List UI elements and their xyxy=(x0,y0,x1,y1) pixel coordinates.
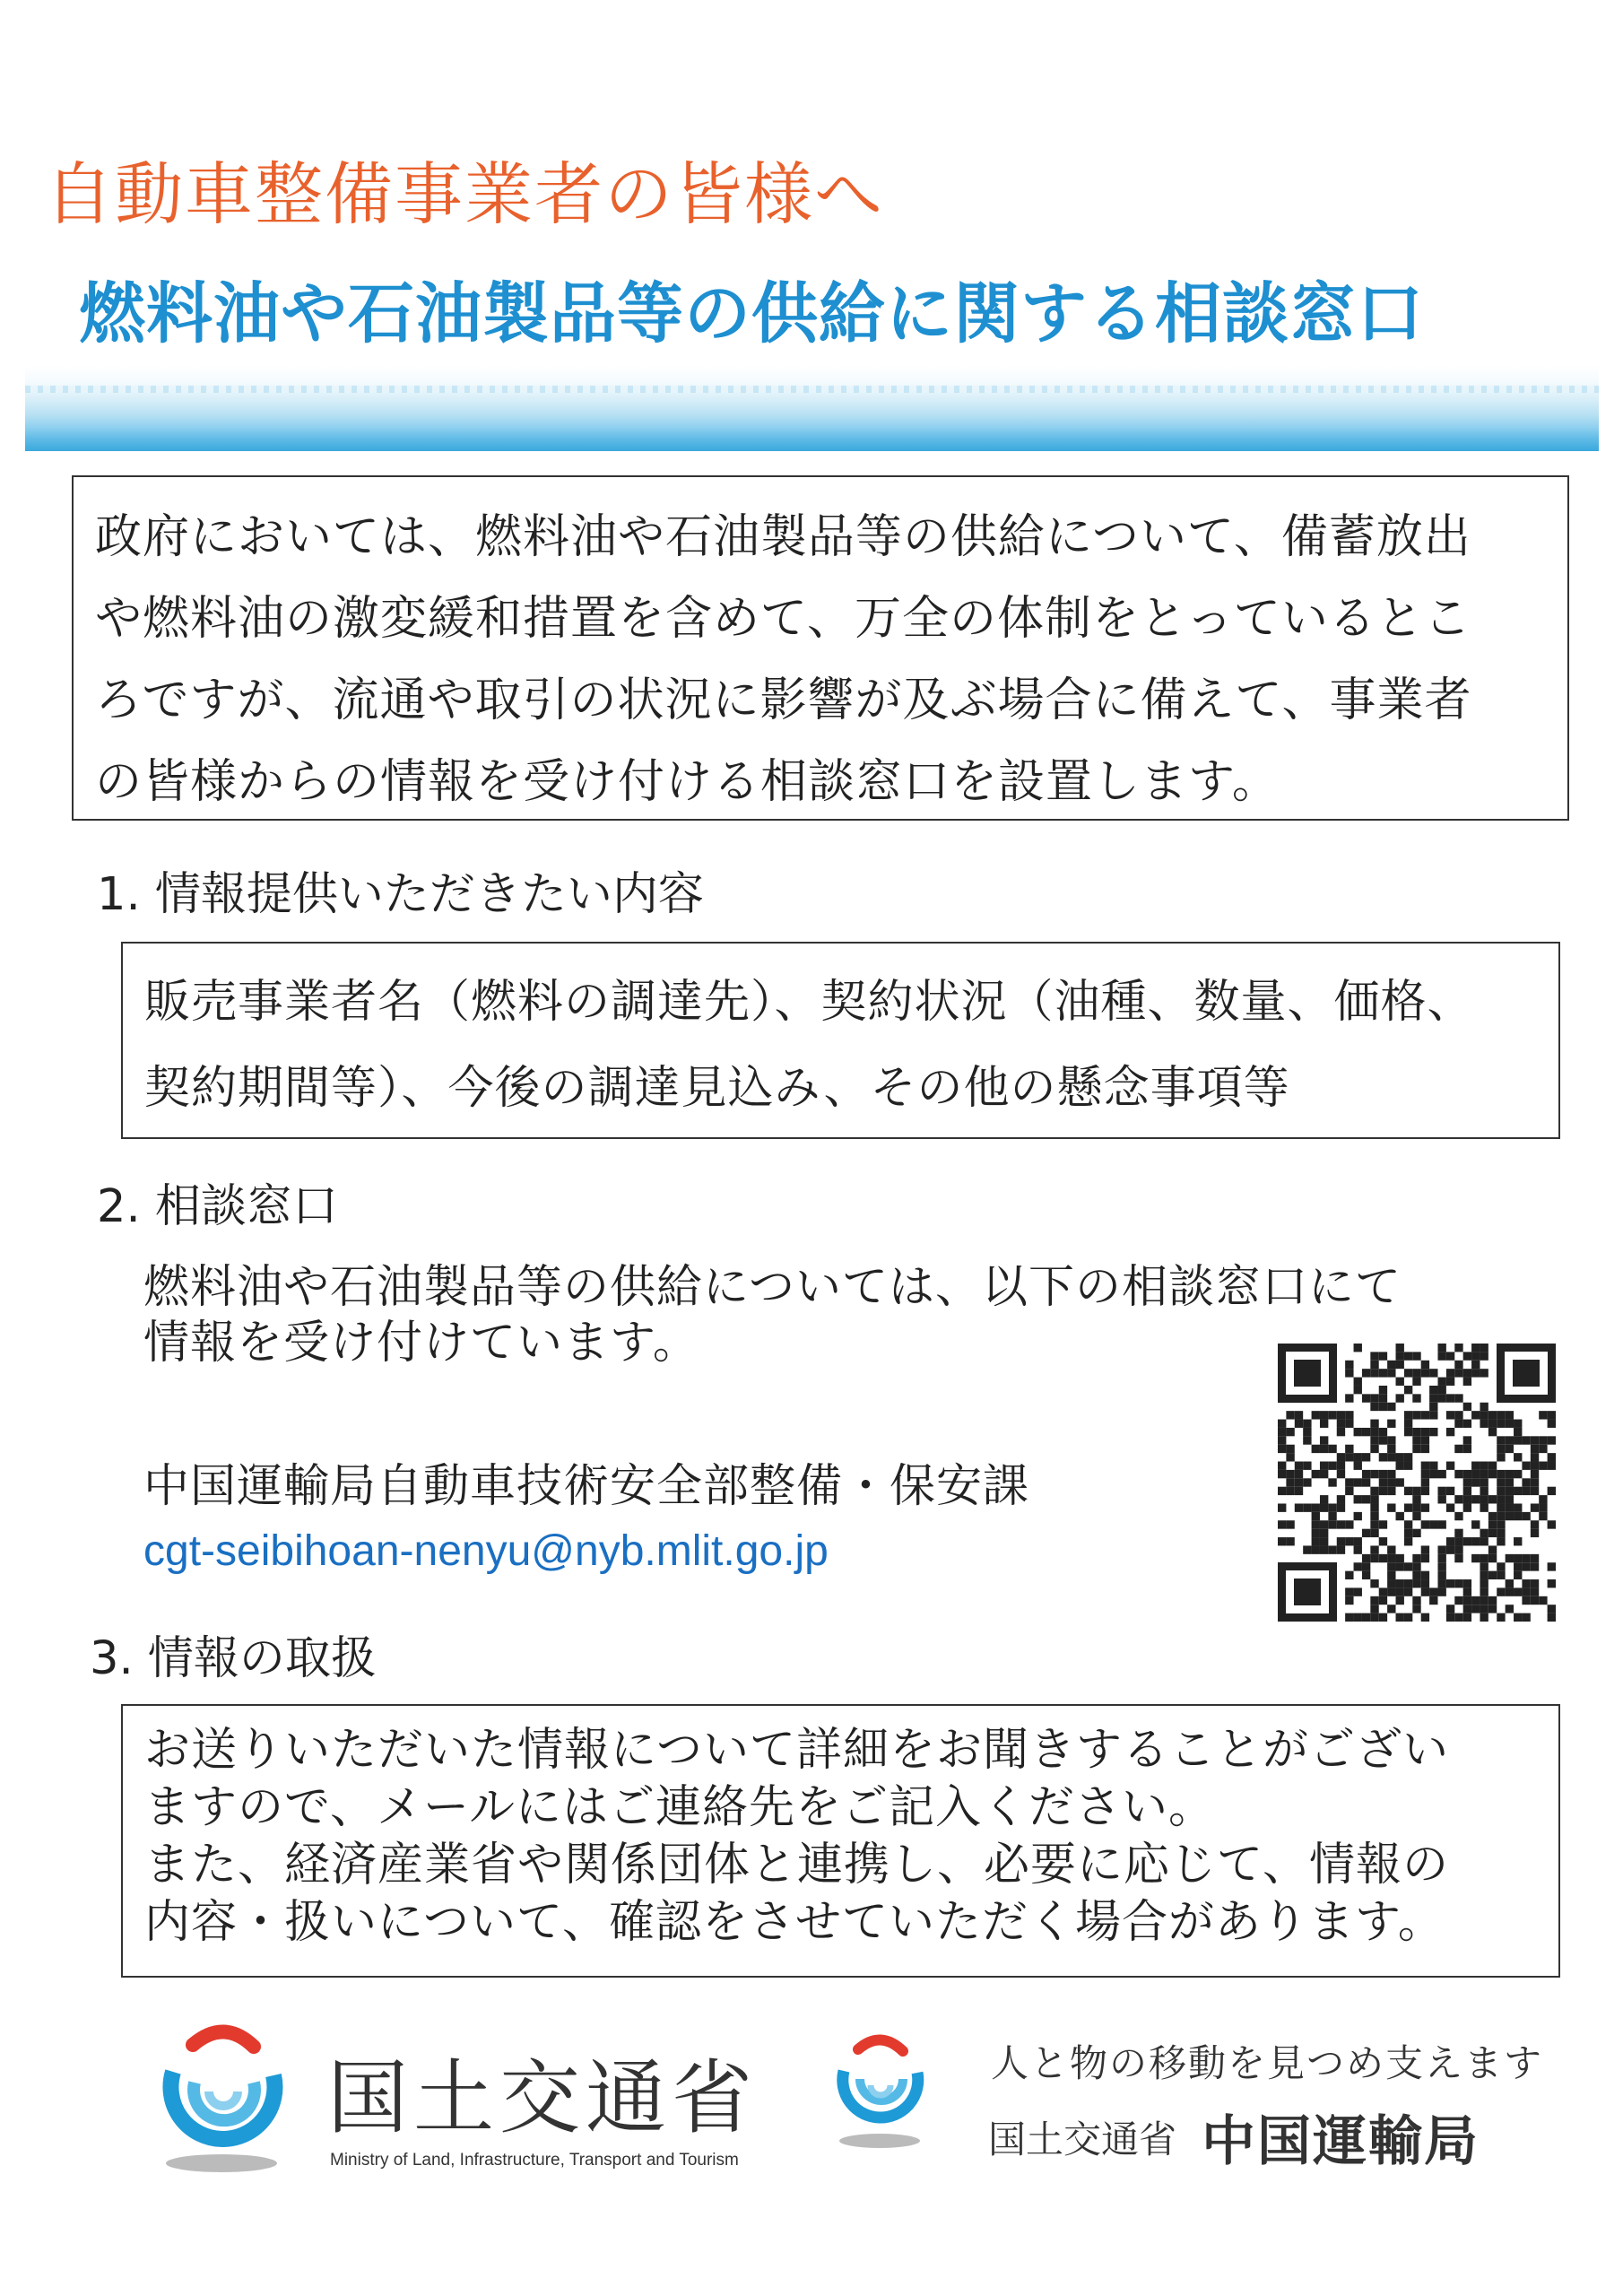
bureau-prefix: 国土交通省 xyxy=(988,2118,1177,2161)
section3-heading: 3. 情報の取扱 xyxy=(90,1632,377,1685)
section1-box xyxy=(121,942,1560,1139)
section2-line: 情報を受け付けています。 xyxy=(143,1317,699,1370)
section3-line: お送りいただいた情報について詳細をお聞きすることがござい xyxy=(144,1724,1449,1777)
intro-box xyxy=(72,475,1569,821)
section3-line: また、経済産業省や関係団体と連携し、必要に応じて、情報の xyxy=(144,1839,1449,1892)
section1-text xyxy=(144,960,1537,1132)
section3-line: 内容・扱いについて、確認をさせていただく場合があります。 xyxy=(144,1896,1445,1949)
mlit-english-name: Ministry of Land, Infrastructure, Transport and Tourism xyxy=(330,2151,739,2170)
section3-line: ますので、メールにはご連絡先をご記入ください。 xyxy=(144,1781,1215,1834)
intro-line: や燃料油の激変緩和措置を含めて、万全の体制をとっているとこ xyxy=(95,592,1471,646)
section1-heading: 1. 情報提供いただきたい内容 xyxy=(97,868,704,921)
intro-line: の皆様からの情報を受け付ける相談窓口を設置します。 xyxy=(95,755,1280,809)
qr-code-icon[interactable] xyxy=(1278,1344,1556,1622)
section3-text xyxy=(144,1722,1537,1952)
section1-line: 販売事業者名（燃料の調達先）、契約状況（油種、数量、価格、 xyxy=(144,976,1474,1029)
mlit-logo-icon xyxy=(139,2009,300,2179)
contact-office: 中国運輸局自動車技術安全部整備・保安課 xyxy=(143,1460,1030,1513)
bureau-name: 中国運輸局 xyxy=(1202,2110,1480,2173)
intro-paragraph xyxy=(95,497,1546,823)
section2-line: 燃料油や石油製品等の供給については、以下の相談窓口にて xyxy=(143,1261,1402,1314)
section3-box xyxy=(121,1704,1560,1978)
bureau-slogan: 人と物の移動を見つめ支えます xyxy=(991,2041,1544,2085)
bureau-logo-icon xyxy=(820,2022,937,2152)
section1-line: 契約期間等）、今後の調達見込み、その他の懸念事項等 xyxy=(144,1062,1290,1115)
section2-heading: 2. 相談窓口 xyxy=(97,1180,338,1233)
mlit-name: 国土交通省 xyxy=(327,2051,758,2145)
page-title: 燃料油や石油製品等の供給に関する相談窓口 xyxy=(79,275,1424,352)
contact-email-link[interactable]: cgt-seibihoan-nenyu@nyb.mlit.go.jp xyxy=(143,1527,829,1575)
title-band-texture xyxy=(25,386,1599,393)
intro-line: ろですが、流通や取引の状況に影響が及ぶ場合に備えて、事業者 xyxy=(95,674,1472,727)
intro-line: 政府においては、燃料油や石油製品等の供給について、備蓄放出 xyxy=(95,510,1471,564)
title-underline-band xyxy=(25,366,1599,451)
greeting-heading: 自動車整備事業者の皆様へ xyxy=(45,154,884,234)
